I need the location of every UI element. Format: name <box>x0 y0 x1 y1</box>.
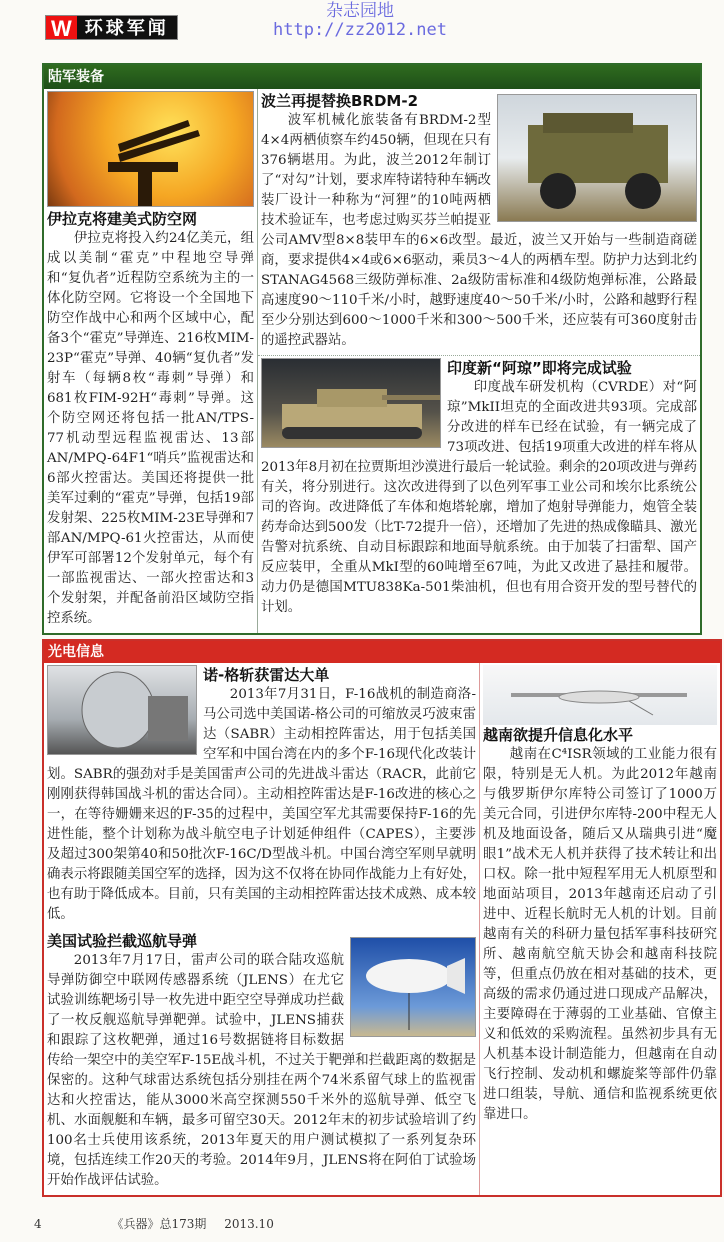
jlens-aerostat-photo <box>350 937 476 1037</box>
optoelectronics-section <box>42 639 722 1197</box>
armored-vehicle-photo <box>497 94 697 222</box>
article-india <box>258 356 700 622</box>
missile-launcher-silhouette <box>48 92 254 207</box>
article-radar <box>44 663 479 929</box>
magazine-issue: 《兵器》总173期 <box>111 1217 207 1231</box>
tank-silhouette <box>262 359 440 447</box>
article-iraq <box>44 89 258 633</box>
watermark-title: 杂志园地 <box>326 1 394 21</box>
watermark-url[interactable]: http://zz2012.net <box>273 20 447 40</box>
section-title-army: 陆军装备 <box>44 65 700 89</box>
radar-antenna-silhouette <box>48 666 196 754</box>
uav-photo <box>483 665 717 725</box>
article-body: 越南在C⁴ISR领域的工业能力很有限，特别是无人机。为此2012年越南与俄罗斯伊尔库特公司签订了1000万美元合同，引进伊尔库特-200中程无人机及地面设备，随后又从瑞典引进“魔眼1”战术无人机并获得了技术转让和出口权。除一批中短程军用无人机原型和地面站项目，2013年越南还启动了引进中、近程长航时无人机的计划。目前越南有关的科研力量包括军事科技研究所、越南航空航天协会和越南科技院等，但重点仍放在相对基础的技术，更高级的需求仍通过进口现成产品解决，主要障碍在于薄弱的工业基础、官僚主义和低效的采购流程。虽然初步具有无人机基本设计制造能力，但越南在自动飞行控制、发动机和螺旋桨等部件仍靠进口组装，导航、通信和监视系统更依靠进口。 <box>483 747 717 1122</box>
article-poland <box>258 89 700 356</box>
aerostat-silhouette <box>351 938 475 1036</box>
article-body: 2013年7月17日，雷声公司的联合陆攻巡航导弹防御空中联网传感器系统（JLENS）在尤它试验训练靶场引导一枚先进中距空空导弹成功拦截了一枚反舰巡航导弹靶弹。试验中，JLENS捕获和跟踪了这枚靶弹，通过16号数据链将目标数据传给一架空中的美空军F-15E战斗机，不过关于靶弹和拦截距离的数据是保密的。这种气球雷达系统包括分别挂在两个74米系留气球上的监视雷达和火控雷达，能从3000米高空探测550千米外的巡航导弹、低空飞机、水面舰艇和车辆，最多可留空30天。2012年末的初步试验培训了约100名士兵使用该系统，2013年夏天的用户测试模拟了一系列复杂环境，包括连续工作20天的考验。2014年9月，JLENS将在阿伯丁试验场开始作战评估试验。 <box>47 953 476 1188</box>
article-title: 印度新“阿琼”即将完成试验 <box>447 359 632 377</box>
logo-text: 环球军闻 <box>77 16 177 39</box>
article-body: 2013年7月31日，F-16战机的制造商洛-马公司选中美国诺-格公司的可缩放灵巧波束雷达（SABR）主动相控阵雷达，用于包括美国空军和中国台湾在内的多个F-16现代化改装计划。SABR的强劲对手是美国雷声公司的先进战斗雷达（RACR，此前它刚刚获得韩国战斗机的雷达合同）。主动相控阵雷达是F-16改进的核心之一，在等待姗姗来迟的F-35的过程中，美国空军尤其需要保持F-16的先进性能，整个计划称为战斗航空电子计划延伸组件（CAPES），主要涉及超过300架第40和50批次F-16C/D型战斗机。中国台湾空军则早就明确表示将跟随美国空军的选择，因为这不仅将在协同作战能力上有好处，也有助于降低成本。目前，只有美国的主动相控阵雷达技术成熟、成本较低。 <box>47 687 476 922</box>
army-equipment-section <box>42 63 702 635</box>
page-number: 4 <box>34 1217 42 1231</box>
watermark <box>260 2 460 40</box>
sabr-radar-photo <box>47 665 197 755</box>
page-footer <box>34 1215 724 1232</box>
article-jlens <box>44 929 479 1195</box>
article-title: 波兰再提替换BRDM-2 <box>261 92 419 110</box>
article-vietnam <box>480 663 720 1129</box>
article-title: 越南欲提升信息化水平 <box>483 726 634 744</box>
hawk-launcher-photo <box>47 91 254 207</box>
logo-letter: W <box>46 16 77 39</box>
armored-vehicle-silhouette <box>498 95 696 221</box>
arjun-tank-photo <box>261 358 441 448</box>
article-title: 美国试验拦截巡航导弹 <box>47 932 198 950</box>
uav-silhouette <box>483 665 715 725</box>
article-title: 诺-格斩获雷达大单 <box>203 666 330 684</box>
article-body: 印度战车研发机构（CVRDE）对“阿琼”MkII坦克的全面改进共93项。完成部分改进的样车已经在试验，有一辆完成了73项改进、包括19项重大改进的样车将从2013年8月初在拉贾斯坦沙漠进行最后一轮试验。剩余的20项改进与弹药有关，将分别进行。这次改进得到了以色列军事工业公司和埃尔比系统公司的咨询。改进降低了车体和炮塔轮廓，增加了炮射导弹能力，炮管全装药寿命达到500发（比T-72提升一倍），还增加了先进的热成像瞄具、激光告警对抗系统、自动目标跟踪和地面导航系统。由于加装了扫雷犁、国产反应装甲，全重从MkI型的60吨增至67吨，为此又改进了悬挂和履带。动力仍是德国MTU838Ka-501柴油机，但也有用合资开发的型号替代的计划。 <box>261 380 697 615</box>
section-title-eo: 光电信息 <box>44 641 720 663</box>
article-title: 伊拉克将建美式防空网 <box>47 210 198 228</box>
article-body: 波军机械化旅装备有BRDM-2型4×4两栖侦察车约450辆，但现在只有376辆堪用。为此，波兰2012年制订了“对勾”计划，要求库特诺特种车辆改装厂设计一种称为“河狸”的10吨两栖技术验证车，也考虑过购买芬兰帕提亚公司AMV型8×8装甲车的6×6改型。最近，波兰又开始与一些制造商磋商，要求提供4×4或6×6驱动，乘员3～4人的两栖车型。防护力达到北约STANAG4568三级防弹标准、2a级防雷标准和4级防炮弹标准，公路最高速度90～110千米/小时，越野速度40～50千米/小时，公路和越野行程至少分别达到600～1000千米和300～500千米，还应装有可360度射击的遥控武器站。 <box>261 113 697 348</box>
magazine-column-logo <box>45 15 178 40</box>
issue-date: 2013.10 <box>224 1217 274 1231</box>
article-body: 伊拉克将投入约24亿美元，组成以美制“霍克”中程地空导弹和“复仇者”近程防空系统为主的一体化防空网。它将设一个全国地下防空作战中心和两个区域中心，配备3个“霍克”导弹连、216枚MIM-23P“霍克”导弹、40辆“复仇者”发射车（每辆8枚“毒刺”导弹）和681枚FIM-92H“毒刺”导弹。这个防空网还将包括一批AN/TPS-77机动型远程监视雷达、13部AN/MPQ-64F1“哨兵”监视雷达和6部火控雷达。美国还将提供一批美军过剩的“霍克”导弹，包括19部发射架、225枚MIM-23E导弹和7部AN/MPQ-61火控雷达，从而使伊军可部署12个发射单元，每个有一部监视雷达、一部火控雷达和3个发射架，并配备前沿区域防空指控系统。 <box>47 231 254 626</box>
